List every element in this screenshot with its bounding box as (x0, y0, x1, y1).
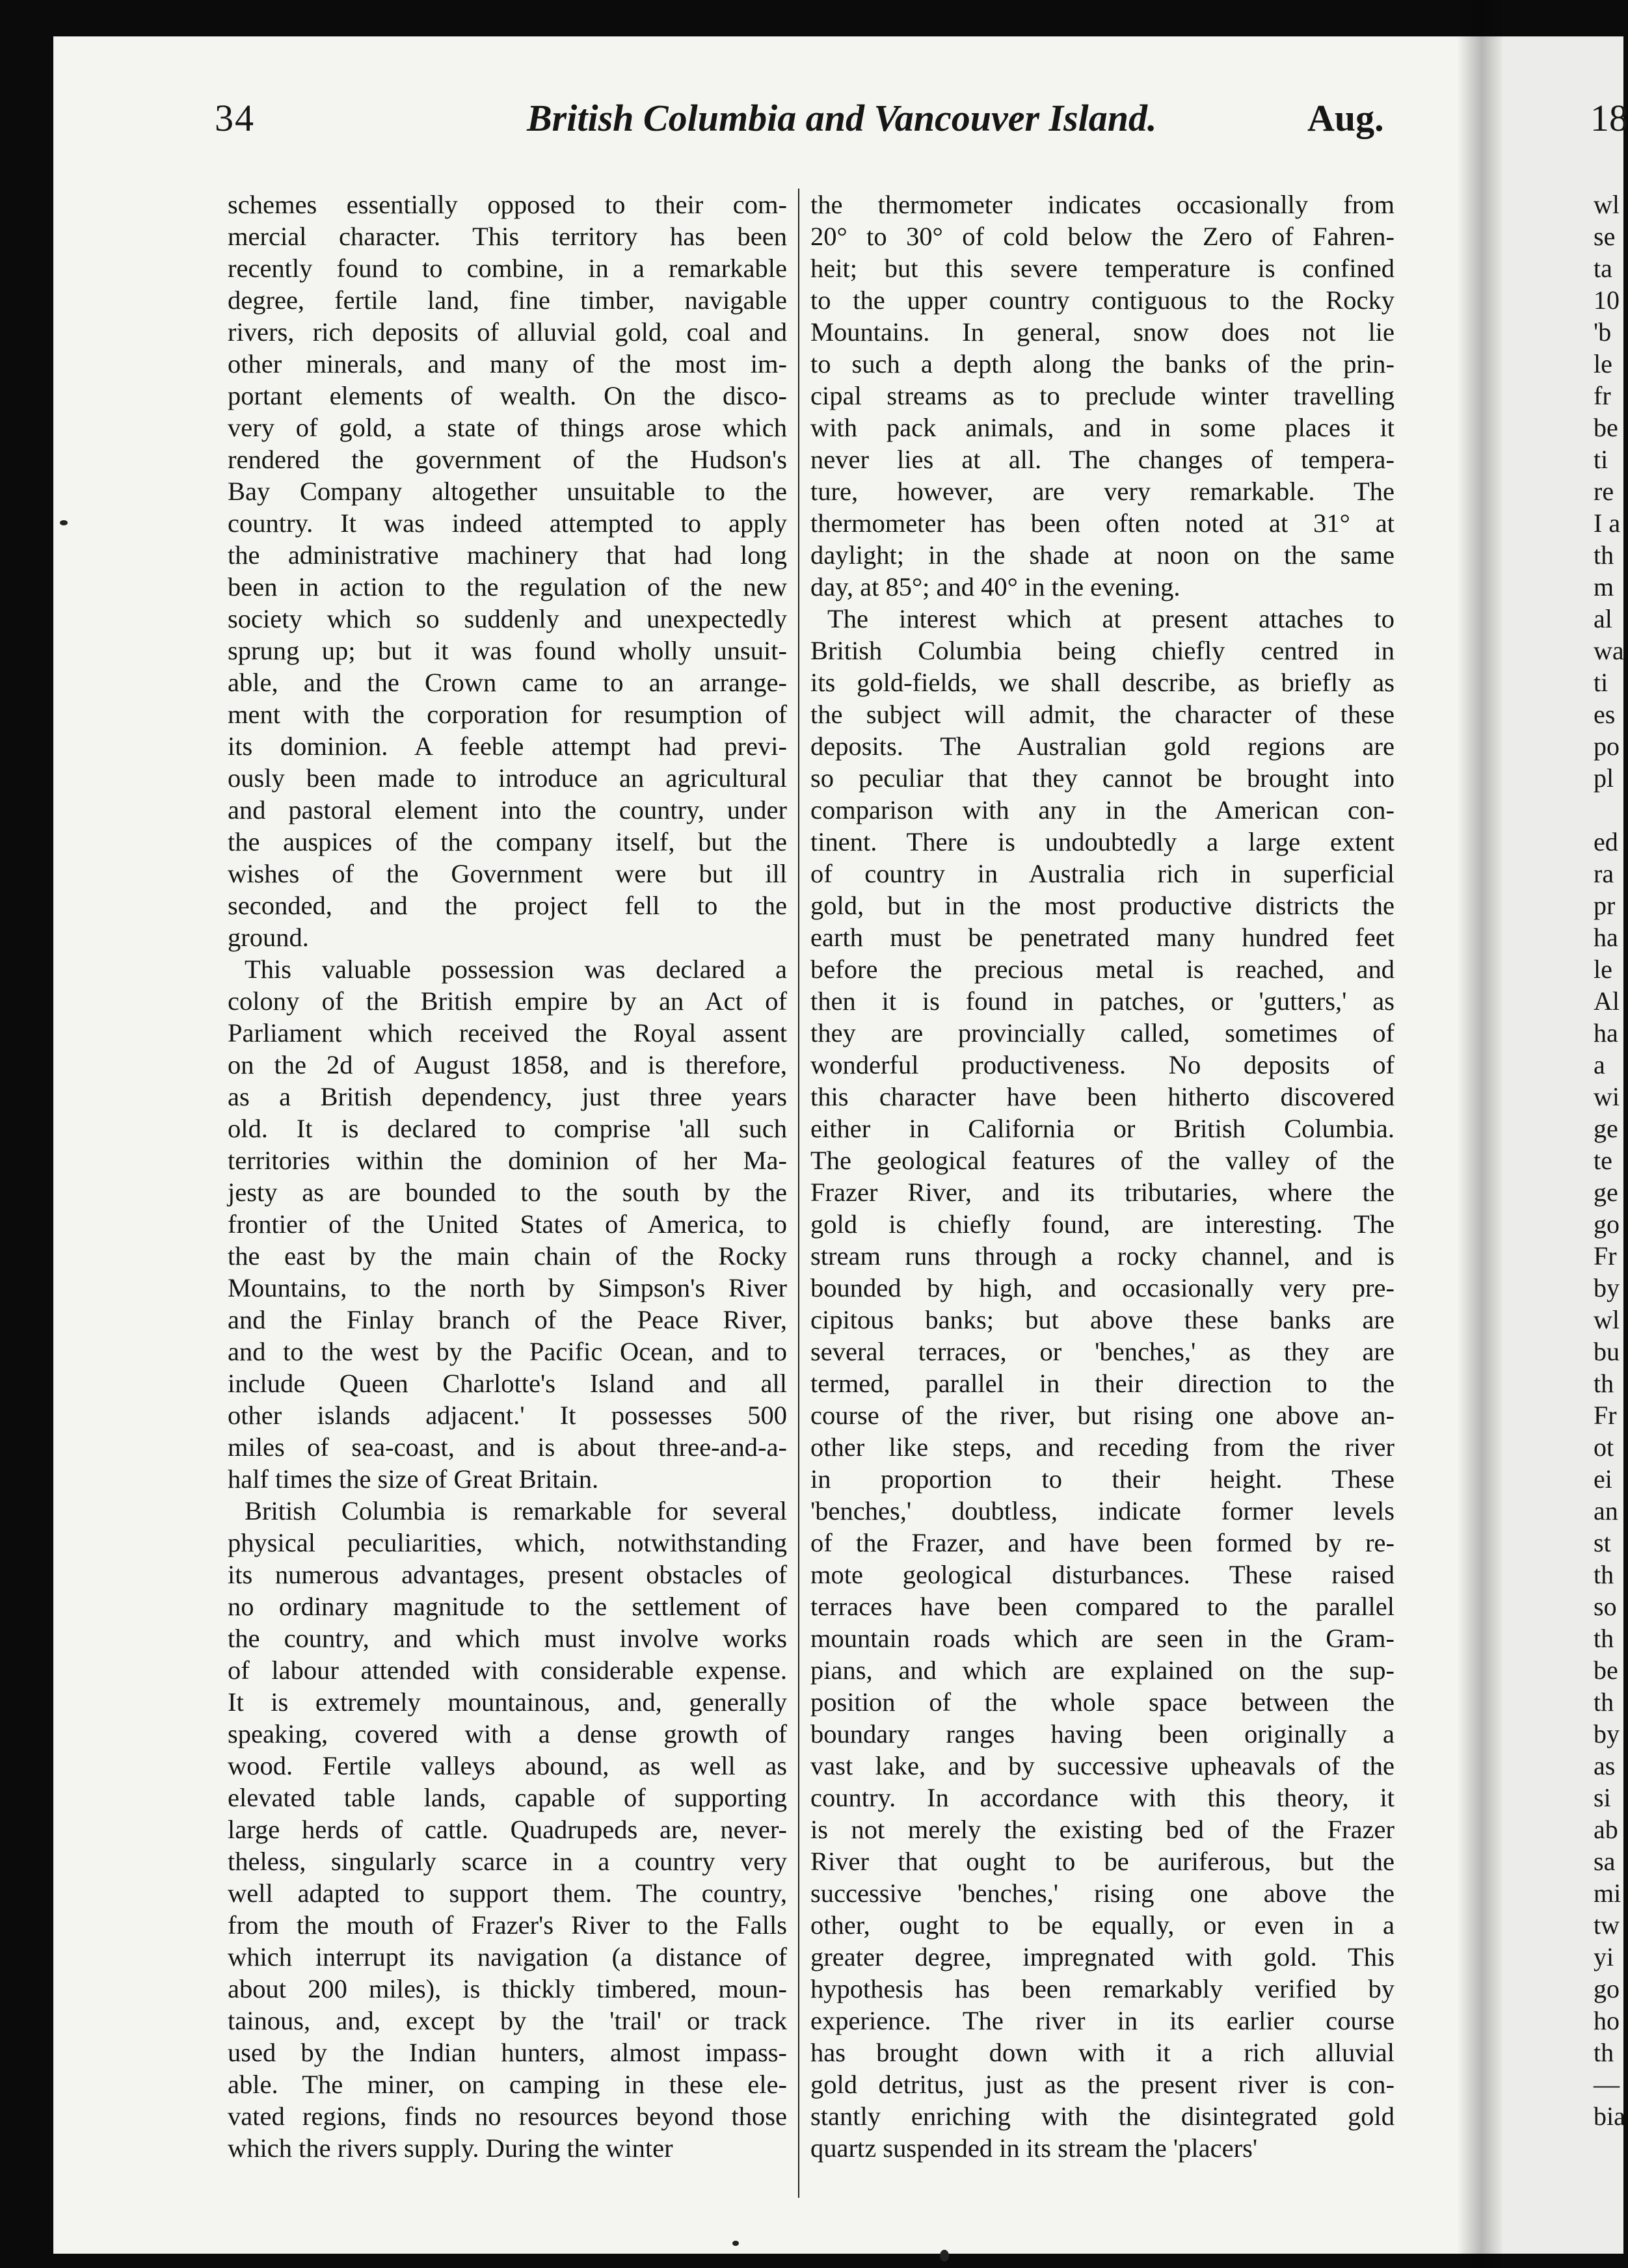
margin-fragment: by (1594, 1719, 1620, 1748)
margin-fragment: ti (1594, 445, 1608, 474)
text-line: and to the west by the Pacific Ocean, and to (228, 1337, 787, 1366)
text-line: has brought down with it a rich alluvial (810, 2038, 1394, 2067)
text-line: the country, and which must involve works (228, 1624, 787, 1653)
left-text-column (228, 189, 787, 2164)
text-line: gold, but in the most productive districts the (810, 891, 1394, 920)
text-line: other, ought to be equally, or even in a (810, 1910, 1394, 1940)
text-line: terraces have been compared to the parallel (810, 1592, 1394, 1621)
margin-fragment: sa (1594, 1847, 1616, 1876)
text-line: tinent. There is undoubtedly a large extent (810, 827, 1394, 856)
scan-speck (732, 2241, 739, 2246)
page-number: 34 (215, 97, 255, 139)
margin-fragment: by (1594, 1273, 1620, 1302)
margin-fragment: go (1594, 1209, 1620, 1239)
text-line: colony of the British empire by an Act of (228, 986, 787, 1016)
text-line: day, at 85°; and 40° in the evening. (810, 572, 1181, 601)
text-line: of the Frazer, and have been formed by re- (810, 1528, 1394, 1557)
text-line: so peculiar that they cannot be brought into (810, 763, 1394, 793)
text-line: society which so suddenly and unexpectedly (228, 604, 787, 633)
scan-speck (60, 520, 68, 525)
text-line: wishes of the Government were but ill (228, 859, 787, 888)
text-line: able. The miner, on camping in these ele- (228, 2070, 787, 2099)
margin-fragment: se (1594, 222, 1616, 251)
text-line: The geological features of the valley of the (810, 1146, 1394, 1175)
text-line: to such a depth along the banks of the prin- (810, 349, 1394, 378)
text-line: rivers, rich deposits of alluvial gold, coal and (228, 317, 787, 347)
margin-fragment: 'b (1594, 317, 1612, 347)
text-line: heit; but this severe temperature is confined (810, 254, 1394, 283)
margin-fragment: ei (1594, 1464, 1612, 1494)
text-line: thermometer has been often noted at 31° at (810, 508, 1394, 538)
margin-fragment: go (1594, 1974, 1620, 2003)
right-text-column (810, 189, 1394, 2164)
text-line: ture, however, are very remarkable. The (810, 477, 1394, 506)
text-line: from the mouth of Frazer's River to the Falls (228, 1910, 787, 1940)
margin-fragment: pl (1594, 763, 1614, 793)
text-line: then it is found in patches, or 'gutters,' as (810, 986, 1394, 1016)
text-line: portant elements of wealth. On the disco- (228, 381, 787, 410)
text-line: Bay Company altogether unsuitable to the (228, 477, 787, 506)
text-line: country. In accordance with this theory, it (810, 1783, 1394, 1812)
text-line: speaking, covered with a dense growth of (228, 1719, 787, 1748)
margin-fragment: bia (1594, 2102, 1625, 2131)
text-line: the subject will admit, the character of these (810, 700, 1394, 729)
text-line: Frazer River, and its tributaries, where the (810, 1178, 1394, 1207)
text-line: degree, fertile land, fine timber, navigable (228, 285, 787, 315)
text-line: sprung up; but it was found wholly unsuit- (228, 636, 787, 665)
text-line: daylight; in the shade at noon on the same (810, 540, 1394, 570)
text-line: 'benches,' doubtless, indicate former levels (810, 1496, 1394, 1525)
text-line: about 200 miles), is thickly timbered, moun- (228, 1974, 787, 2003)
text-line: include Queen Charlotte's Island and all (228, 1369, 787, 1398)
margin-fragment: so (1594, 1592, 1617, 1621)
text-line: to the upper country contiguous to the Rocky (810, 285, 1394, 315)
margin-fragment: ha (1594, 1018, 1618, 1048)
text-line: mountain roads which are seen in the Gram- (810, 1624, 1394, 1653)
margin-fragment: m (1594, 572, 1614, 601)
text-line: as a British dependency, just three years (228, 1082, 787, 1111)
margin-fragment: ed (1594, 827, 1618, 856)
text-line: River that ought to be auriferous, but the (810, 1847, 1394, 1876)
margin-fragment: an (1594, 1496, 1618, 1525)
text-line: deposits. The Australian gold regions are (810, 732, 1394, 761)
text-line: mercial character. This territory has been (228, 222, 787, 251)
margin-fragment: — (1594, 2070, 1620, 2099)
margin-fragment: ab (1594, 1815, 1618, 1844)
margin-fragment: th (1594, 1687, 1614, 1717)
text-line: other islands adjacent.' It possesses 500 (228, 1401, 787, 1430)
text-line: this character have been hitherto discovered (810, 1082, 1394, 1111)
text-line: hypothesis has been remarkably verified by (810, 1974, 1394, 2003)
scan-speck (940, 2250, 949, 2261)
text-line: course of the river, but rising one above an- (810, 1401, 1394, 1430)
text-line: earth must be penetrated many hundred feet (810, 923, 1394, 952)
margin-fragment: st (1594, 1528, 1611, 1557)
margin-fragment: ho (1594, 2006, 1620, 2035)
margin-fragment: ge (1594, 1178, 1618, 1207)
text-line: several terraces, or 'benches,' as they are (810, 1337, 1394, 1366)
text-line: either in California or British Columbia. (810, 1114, 1394, 1143)
text-line: able, and the Crown came to an arrange- (228, 668, 787, 697)
margin-fragment: tw (1594, 1910, 1620, 1940)
text-line: termed, parallel in their direction to the (810, 1369, 1394, 1398)
text-line: British Columbia is remarkable for several (245, 1496, 787, 1525)
text-line: wood. Fertile valleys abound, as well as (228, 1751, 787, 1780)
margin-fragment: wa (1594, 636, 1624, 665)
margin-fragment: as (1594, 1751, 1616, 1780)
text-line: jesty as are bounded to the south by the (228, 1178, 787, 1207)
text-line: mote geological disturbances. These raised (810, 1560, 1394, 1589)
text-line: the administrative machinery that had long (228, 540, 787, 570)
text-line: its numerous advantages, present obstacles of (228, 1560, 787, 1589)
margin-fragment: th (1594, 1560, 1614, 1589)
text-line: cipitous banks; but above these banks are (810, 1305, 1394, 1334)
margin-fragment: I a (1594, 508, 1621, 538)
margin-fragment: al (1594, 604, 1612, 633)
margin-fragment: te (1594, 1146, 1612, 1175)
margin-fragment: ti (1594, 668, 1608, 697)
text-line: and pastoral element into the country, under (228, 795, 787, 824)
margin-fragment: th (1594, 1369, 1614, 1398)
text-line: stream runs through a rocky channel, and is (810, 1241, 1394, 1271)
margin-fragment: wl (1594, 1305, 1620, 1334)
text-line: Parliament which received the Royal assent (228, 1018, 787, 1048)
text-line: Mountains, to the north by Simpson's River (228, 1273, 787, 1302)
text-line: stantly enriching with the disintegrated gold (810, 2102, 1394, 2131)
text-line: frontier of the United States of America, to (228, 1209, 787, 1239)
text-line: they are provincially called, sometimes of (810, 1018, 1394, 1048)
margin-fragment: be (1594, 413, 1618, 442)
text-line: greater degree, impregnated with gold. This (810, 1942, 1394, 1971)
text-line: large herds of cattle. Quadrupeds are, never- (228, 1815, 787, 1844)
text-line: It is extremely mountainous, and, generally (228, 1687, 787, 1717)
margin-fragment: th (1594, 1624, 1614, 1653)
text-line: very of gold, a state of things arose which (228, 413, 787, 442)
margin-fragment: le (1594, 349, 1612, 378)
text-line: schemes essentially opposed to their com- (228, 190, 787, 219)
margin-fragment: fr (1594, 381, 1611, 410)
text-line: other minerals, and many of the most im- (228, 349, 787, 378)
margin-fragment: th (1594, 2038, 1614, 2067)
facing-page-number: 18 (1590, 97, 1628, 139)
margin-fragment: Fr (1594, 1401, 1617, 1430)
text-line: ground. (228, 923, 309, 952)
text-line: British Columbia being chiefly centred in (810, 636, 1394, 665)
text-line: half times the size of Great Britain. (228, 1464, 599, 1494)
margin-fragment: ot (1594, 1432, 1614, 1462)
margin-fragment: a (1594, 1050, 1605, 1079)
text-line: before the precious metal is reached, and (810, 955, 1394, 984)
margin-fragment: re (1594, 477, 1614, 506)
text-line: Mountains. In general, snow does not lie (810, 317, 1394, 347)
text-line: on the 2d of August 1858, and is therefore, (228, 1050, 787, 1079)
text-line: ment with the corporation for resumption of (228, 700, 787, 729)
text-line: well adapted to support them. The country, (228, 1879, 787, 1908)
header-month: Aug. (1307, 97, 1384, 139)
text-line: bounded by high, and occasionally very pre- (810, 1273, 1394, 1302)
margin-fragment: pr (1594, 891, 1616, 920)
text-line: territories within the dominion of her Ma- (228, 1146, 787, 1175)
facing-page-text-fragments (1594, 189, 1623, 2132)
text-line: its dominion. A feeble attempt had previ- (228, 732, 787, 761)
margin-fragment: Fr (1594, 1241, 1617, 1271)
margin-fragment: 10 (1594, 285, 1620, 315)
margin-fragment: po (1594, 732, 1620, 761)
text-line: The interest which at present attaches to (827, 604, 1394, 633)
margin-fragment: Al (1594, 986, 1620, 1016)
text-line: the thermometer indicates occasionally from (810, 190, 1394, 219)
page-gutter-shadow (1457, 0, 1502, 2268)
margin-fragment: es (1594, 700, 1616, 729)
text-line: of labour attended with considerable expense. (228, 1655, 787, 1685)
text-line: miles of sea-coast, and is about three-and-a- (228, 1432, 787, 1462)
margin-fragment: ha (1594, 923, 1618, 952)
text-line: the auspices of the company itself, but the (228, 827, 787, 856)
text-line: rendered the government of the Hudson's (228, 445, 787, 474)
text-line: and the Finlay branch of the Peace River, (228, 1305, 787, 1334)
text-line: seconded, and the project fell to the (228, 891, 787, 920)
margin-fragment: be (1594, 1655, 1618, 1685)
text-line: with pack animals, and in some places it (810, 413, 1394, 442)
text-line: elevated table lands, capable of supporting (228, 1783, 787, 1812)
text-line: country. It was indeed attempted to apply (228, 508, 787, 538)
margin-fragment: ra (1594, 859, 1614, 888)
text-line: no ordinary magnitude to the settlement of (228, 1592, 787, 1621)
margin-fragment: wi (1594, 1082, 1620, 1111)
margin-fragment: bu (1594, 1337, 1620, 1366)
text-line: theless, singularly scarce in a country very (228, 1847, 787, 1876)
text-line: of country in Australia rich in superficial (810, 859, 1394, 888)
text-line: which the rivers supply. During the winter (228, 2133, 673, 2163)
text-line: boundary ranges having been originally a (810, 1719, 1394, 1748)
page-header (0, 96, 1623, 174)
margin-fragment: si (1594, 1783, 1611, 1812)
text-line: ously been made to introduce an agricultural (228, 763, 787, 793)
margin-fragment: le (1594, 955, 1612, 984)
text-line: 20° to 30° of cold below the Zero of Fahren- (810, 222, 1394, 251)
text-line: old. It is declared to comprise 'all such (228, 1114, 787, 1143)
margin-fragment: th (1594, 540, 1614, 570)
text-line: never lies at all. The changes of tempera- (810, 445, 1394, 474)
text-line: cipal streams as to preclude winter travelling (810, 381, 1394, 410)
text-line: vast lake, and by successive upheavals of the (810, 1751, 1394, 1780)
margin-fragment: yi (1594, 1942, 1614, 1971)
text-line: This valuable possession was declared a (245, 955, 787, 984)
text-line: successive 'benches,' rising one above the (810, 1879, 1394, 1908)
text-line: experience. The river in its earlier course (810, 2006, 1394, 2035)
margin-fragment: mi (1594, 1879, 1621, 1908)
margin-fragment: ta (1594, 254, 1612, 283)
text-line: tainous, and, except by the 'trail' or track (228, 2006, 787, 2035)
text-line: physical peculiarities, which, notwithstanding (228, 1528, 787, 1557)
text-line: is not merely the existing bed of the Frazer (810, 1815, 1394, 1844)
text-line: in proportion to their height. These (810, 1464, 1394, 1494)
text-line: other like steps, and receding from the river (810, 1432, 1394, 1462)
text-line: recently found to combine, in a remarkable (228, 254, 787, 283)
margin-fragment: ge (1594, 1114, 1618, 1143)
text-line: position of the whole space between the (810, 1687, 1394, 1717)
text-line: comparison with any in the American con- (810, 795, 1394, 824)
text-line: used by the Indian hunters, almost impass- (228, 2038, 787, 2067)
column-divider (798, 189, 799, 2198)
text-line: vated regions, finds no resources beyond those (228, 2102, 787, 2131)
margin-fragment: wl (1594, 190, 1620, 219)
text-line: its gold-fields, we shall describe, as briefly as (810, 668, 1394, 697)
running-title: British Columbia and Vancouver Island. (527, 97, 1157, 139)
text-line: gold is chiefly found, are interesting. The (810, 1209, 1394, 1239)
text-line: been in action to the regulation of the new (228, 572, 787, 601)
margin-fragment (1594, 794, 1623, 826)
text-line: the east by the main chain of the Rocky (228, 1241, 787, 1271)
text-line: quartz suspended in its stream the 'placers' (810, 2133, 1258, 2163)
text-line: wonderful productiveness. No deposits of (810, 1050, 1394, 1079)
text-line: pians, and which are explained on the sup- (810, 1655, 1394, 1685)
text-line: gold detritus, just as the present river is con- (810, 2070, 1394, 2099)
text-line: which interrupt its navigation (a distance of (228, 1942, 787, 1971)
